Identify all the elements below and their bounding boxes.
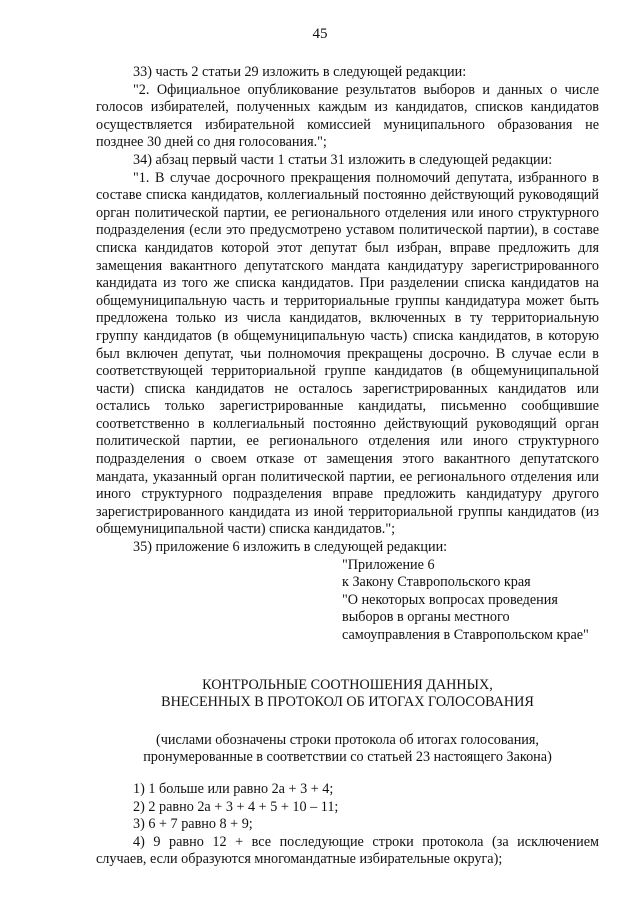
appendix-line: "О некоторых вопросах проведения	[342, 591, 558, 608]
subheading-line: пронумерованные в соответствии со статьей 23 настоящего Закона)	[143, 749, 552, 766]
ratios-list	[96, 781, 599, 869]
appendix-line: к Закону Ставропольского края	[342, 574, 531, 591]
ratio-item: 2) 2 равно 2а + 3 + 4 + 5 + 10 – 11;	[133, 798, 339, 815]
ratio-item: 3) 6 + 7 равно 8 + 9;	[133, 816, 253, 833]
item-34-text: "1. В случае досрочного прекращения полномочий депутата, избранного в составе списка кандидатов, коллегиальный постоянно действующий руководящий орган политической партии, ее регионального отделения или иного структурного подразделения (если это предусмотрено уставом политической партии), в составе списка кандидатов которой этот депутат был избран, вправе предложить для замещения вакантного депутатского мандата кандидатуру зарегистрированного кандидата из того же списка кандидатов. При разделении списка кандидатов на общемуниципальную часть и территориальные группы кандидатура может быть предложена только из числа кандидатов, включенных в ту территориальную группу кандидатов (в общемуниципальную часть) списка кандидатов, в которую был включен депутат, чьи полномочия прекращены досрочно. В случае если в соответствующей территориальной группе кандидатов (в общемуниципальной части) списка кандидатов не осталось зарегистрированных кандидатов или остались только зарегистрированные кандидаты, письменно сообщившие соответственно в коллегиальный постоянно действующий руководящий орган политической партии, ее регионального отделения или иного структурного подразделения о своем отказе от замещения этого вакантного депутатского мандата, указанный орган политической партии, ее регионального отделения или иного структурного подразделения вправе предложить кандидатуру другого зарегистрированного кандидата из иной территориальной группы кандидатов (из общемуниципальной части) списка кандидатов.";	[96, 169, 599, 538]
heading-line: ВНЕСЕННЫХ В ПРОТОКОЛ ОБ ИТОГАХ ГОЛОСОВАНИЯ	[161, 694, 534, 711]
page-number: 45	[312, 26, 328, 42]
item-33-intro: 33) часть 2 статьи 29 изложить в следующей редакции:	[133, 64, 467, 80]
item-33-text: "2. Официальное опубликование результатов выборов и данных о числе голосов избирателей, полученных каждым из кандидатов, списков кандидатов осуществляется избирательной комиссией муниципального образования не позднее 30 дней со дня голосования.";	[96, 81, 599, 151]
appendix-reference-block	[342, 557, 599, 645]
ratio-item: 4) 9 равно 12 + все последующие строки протокола (за исключением случаев, если образуются многомандатные избирательные округа);	[96, 833, 599, 868]
item-34-intro: 34) абзац первый части 1 статьи 31 изложить в следующей редакции:	[133, 151, 553, 168]
item-35-intro: 35) приложение 6 изложить в следующей редакции:	[133, 539, 448, 556]
subheading-line: (числами обозначены строки протокола об итогах голосования,	[156, 731, 539, 748]
appendix-line: выборов в органы местного	[342, 609, 510, 626]
document-body	[96, 64, 599, 869]
appendix-line: "Приложение 6	[342, 556, 435, 573]
heading-line: КОНТРОЛЬНЫЕ СООТНОШЕНИЯ ДАННЫХ,	[202, 676, 493, 693]
appendix-line: самоуправления в Ставропольском крае"	[342, 627, 589, 643]
section-heading	[96, 677, 599, 712]
ratio-item: 1) 1 больше или равно 2а + 3 + 4;	[133, 780, 334, 797]
section-subheading	[96, 732, 599, 767]
